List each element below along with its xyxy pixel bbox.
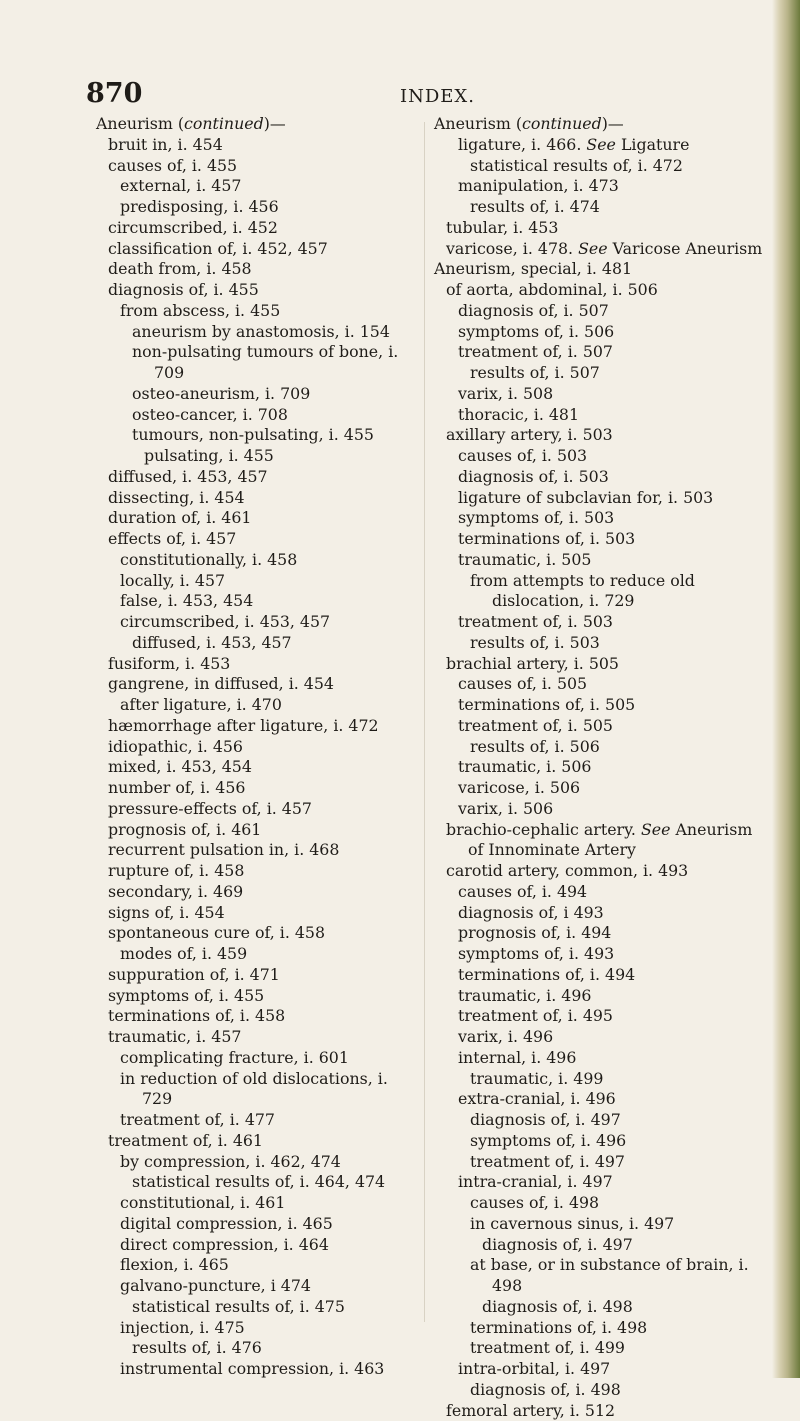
index-entry: treatment of, i. 495 xyxy=(458,1006,766,1027)
index-entry: hæmorrhage after ligature, i. 472 xyxy=(108,716,416,737)
index-entry: brachio-cephalic artery. See Aneurism of Innominate Artery xyxy=(446,820,766,862)
index-entry: axillary artery, i. 503 xyxy=(446,425,766,446)
index-entry: symptoms of, i. 455 xyxy=(108,986,416,1007)
index-entry: fusiform, i. 453 xyxy=(108,654,416,675)
index-entry: bruit in, i. 454 xyxy=(108,135,416,156)
index-entry: in reduction of old dislocations, i. 729 xyxy=(120,1069,416,1111)
page-number: 870 xyxy=(86,78,142,109)
index-entry: external, i. 457 xyxy=(120,176,416,197)
index-entry: pressure-effects of, i. 457 xyxy=(108,799,416,820)
index-entry: traumatic, i. 506 xyxy=(458,757,766,778)
index-entry: brachial artery, i. 505 xyxy=(446,654,766,675)
index-entry: causes of, i. 503 xyxy=(458,446,766,467)
index-entry: diagnosis of, i 493 xyxy=(458,903,766,924)
index-entry: traumatic, i. 457 xyxy=(108,1027,416,1048)
index-entry: terminations of, i. 503 xyxy=(458,529,766,550)
index-entry: suppuration of, i. 471 xyxy=(108,965,416,986)
index-entry: recurrent pulsation in, i. 468 xyxy=(108,840,416,861)
index-entry: diagnosis of, i. 498 xyxy=(470,1380,766,1401)
index-entry: symptoms of, i. 496 xyxy=(470,1131,766,1152)
index-column-left xyxy=(96,114,416,1380)
index-entry: terminations of, i. 458 xyxy=(108,1006,416,1027)
index-entry: after ligature, i. 470 xyxy=(120,695,416,716)
index-entry: at base, or in substance of brain, i. 498 xyxy=(470,1255,766,1297)
index-entry: varix, i. 508 xyxy=(458,384,766,405)
index-entry: Aneurism (continued)— xyxy=(96,114,416,135)
index-entry: number of, i. 456 xyxy=(108,778,416,799)
index-entry: varicose, i. 478. See Varicose Aneurism xyxy=(446,239,766,260)
index-entry: instrumental compression, i. 463 xyxy=(120,1359,416,1380)
index-entry: of aorta, abdominal, i. 506 xyxy=(446,280,766,301)
index-entry: carotid artery, common, i. 493 xyxy=(446,861,766,882)
index-entry: circumscribed, i. 453, 457 xyxy=(120,612,416,633)
index-entry: flexion, i. 465 xyxy=(120,1255,416,1276)
index-entry: from attempts to reduce old dislocation, i. 729 xyxy=(470,571,766,613)
index-entry: constitutionally, i. 458 xyxy=(120,550,416,571)
index-entry: false, i. 453, 454 xyxy=(120,591,416,612)
index-entry: from abscess, i. 455 xyxy=(120,301,416,322)
index-entry: non-pulsating tumours of bone, i. 709 xyxy=(132,342,416,384)
index-entry: causes of, i. 498 xyxy=(470,1193,766,1214)
index-entry: treatment of, i. 477 xyxy=(120,1110,416,1131)
index-entry: injection, i. 475 xyxy=(120,1318,416,1339)
index-entry: diagnosis of, i. 507 xyxy=(458,301,766,322)
index-entry: death from, i. 458 xyxy=(108,259,416,280)
index-entry: diagnosis of, i. 503 xyxy=(458,467,766,488)
index-entry: in cavernous sinus, i. 497 xyxy=(470,1214,766,1235)
index-entry: Aneurism, special, i. 481 xyxy=(434,259,766,280)
index-entry: thoracic, i. 481 xyxy=(458,405,766,426)
index-entry: diagnosis of, i. 497 xyxy=(470,1110,766,1131)
index-entry: traumatic, i. 505 xyxy=(458,550,766,571)
index-entry: prognosis of, i. 494 xyxy=(458,923,766,944)
index-entry: varix, i. 496 xyxy=(458,1027,766,1048)
index-entry: terminations of, i. 494 xyxy=(458,965,766,986)
index-entry: varicose, i. 506 xyxy=(458,778,766,799)
index-entry: rupture of, i. 458 xyxy=(108,861,416,882)
index-entry: secondary, i. 469 xyxy=(108,882,416,903)
index-entry: locally, i. 457 xyxy=(120,571,416,592)
index-entry: femoral artery, i. 512 xyxy=(446,1401,766,1421)
index-entry: pulsating, i. 455 xyxy=(144,446,416,467)
index-entry: causes of, i. 505 xyxy=(458,674,766,695)
index-entry: causes of, i. 494 xyxy=(458,882,766,903)
index-entry: mixed, i. 453, 454 xyxy=(108,757,416,778)
index-entry: osteo-cancer, i. 708 xyxy=(132,405,416,426)
index-entry: prognosis of, i. 461 xyxy=(108,820,416,841)
index-entry: duration of, i. 461 xyxy=(108,508,416,529)
index-entry: intra-cranial, i. 497 xyxy=(458,1172,766,1193)
index-entry: terminations of, i. 498 xyxy=(470,1318,766,1339)
index-entry: intra-orbital, i. 497 xyxy=(458,1359,766,1380)
index-entry: treatment of, i. 499 xyxy=(470,1338,766,1359)
index-entry: symptoms of, i. 506 xyxy=(458,322,766,343)
index-entry: treatment of, i. 505 xyxy=(458,716,766,737)
index-entry: by compression, i. 462, 474 xyxy=(120,1152,416,1173)
index-entry: idiopathic, i. 456 xyxy=(108,737,416,758)
book-spine-edge xyxy=(772,0,800,1378)
index-entry: ligature, i. 466. See Ligature xyxy=(458,135,766,156)
index-entry: manipulation, i. 473 xyxy=(458,176,766,197)
index-entry: treatment of, i. 497 xyxy=(470,1152,766,1173)
index-entry: diagnosis of, i. 498 xyxy=(482,1297,766,1318)
index-entry: aneurism by anastomosis, i. 154 xyxy=(132,322,416,343)
index-entry: statistical results of, i. 475 xyxy=(132,1297,416,1318)
running-head: INDEX. xyxy=(400,86,475,107)
index-entry: internal, i. 496 xyxy=(458,1048,766,1069)
index-entry: diffused, i. 453, 457 xyxy=(132,633,416,654)
index-entry: diffused, i. 453, 457 xyxy=(108,467,416,488)
index-entry: modes of, i. 459 xyxy=(120,944,416,965)
index-entry: varix, i. 506 xyxy=(458,799,766,820)
index-entry: gangrene, in diffused, i. 454 xyxy=(108,674,416,695)
index-entry: results of, i. 506 xyxy=(470,737,766,758)
index-entry: tubular, i. 453 xyxy=(446,218,766,239)
index-entry: signs of, i. 454 xyxy=(108,903,416,924)
index-entry: causes of, i. 455 xyxy=(108,156,416,177)
index-entry: treatment of, i. 507 xyxy=(458,342,766,363)
index-entry: results of, i. 476 xyxy=(132,1338,416,1359)
index-entry: statistical results of, i. 464, 474 xyxy=(132,1172,416,1193)
index-entry: symptoms of, i. 503 xyxy=(458,508,766,529)
index-entry: terminations of, i. 505 xyxy=(458,695,766,716)
index-entry: statistical results of, i. 472 xyxy=(470,156,766,177)
index-entry: treatment of, i. 461 xyxy=(108,1131,416,1152)
index-entry: results of, i. 503 xyxy=(470,633,766,654)
index-entry: effects of, i. 457 xyxy=(108,529,416,550)
index-entry: complicating fracture, i. 601 xyxy=(120,1048,416,1069)
index-entry: treatment of, i. 503 xyxy=(458,612,766,633)
index-entry: spontaneous cure of, i. 458 xyxy=(108,923,416,944)
index-entry: results of, i. 474 xyxy=(470,197,766,218)
index-entry: predisposing, i. 456 xyxy=(120,197,416,218)
index-entry: traumatic, i. 496 xyxy=(458,986,766,1007)
index-entry: tumours, non-pulsating, i. 455 xyxy=(132,425,416,446)
index-entry: symptoms of, i. 493 xyxy=(458,944,766,965)
index-entry: classification of, i. 452, 457 xyxy=(108,239,416,260)
index-column-right xyxy=(434,114,766,1421)
index-entry: constitutional, i. 461 xyxy=(120,1193,416,1214)
index-entry: dissecting, i. 454 xyxy=(108,488,416,509)
index-entry: Aneurism (continued)— xyxy=(434,114,766,135)
index-entry: diagnosis of, i. 455 xyxy=(108,280,416,301)
column-divider xyxy=(424,122,425,1322)
index-entry: direct compression, i. 464 xyxy=(120,1235,416,1256)
index-entry: digital compression, i. 465 xyxy=(120,1214,416,1235)
index-entry: diagnosis of, i. 497 xyxy=(482,1235,766,1256)
index-entry: osteo-aneurism, i. 709 xyxy=(132,384,416,405)
index-entry: traumatic, i. 499 xyxy=(470,1069,766,1090)
index-entry: results of, i. 507 xyxy=(470,363,766,384)
index-entry: circumscribed, i. 452 xyxy=(108,218,416,239)
index-entry: ligature of subclavian for, i. 503 xyxy=(458,488,766,509)
page-header xyxy=(0,0,800,110)
index-entry: extra-cranial, i. 496 xyxy=(458,1089,766,1110)
index-entry: galvano-puncture, i 474 xyxy=(120,1276,416,1297)
